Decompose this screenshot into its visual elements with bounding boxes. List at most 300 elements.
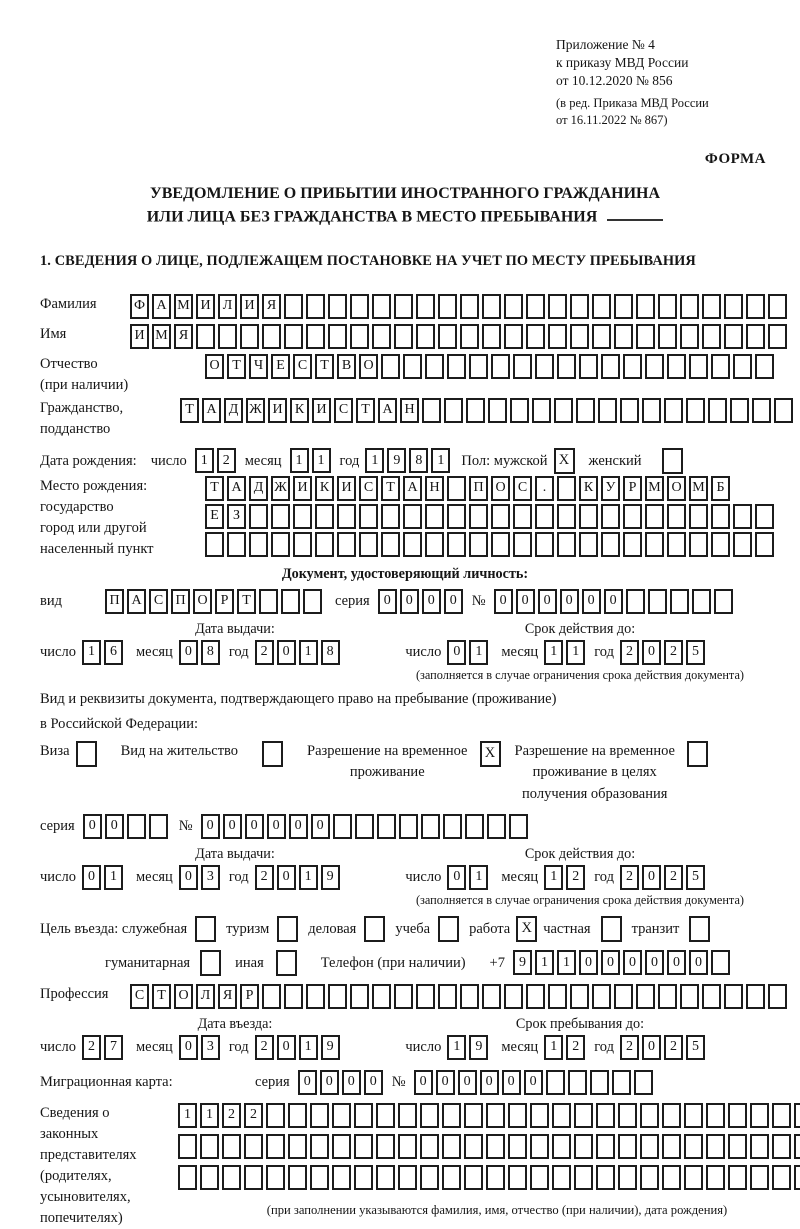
- char-cell[interactable]: [570, 984, 589, 1009]
- checkbox-male[interactable]: X: [554, 448, 575, 474]
- char-cell[interactable]: К: [290, 398, 309, 423]
- char-cell[interactable]: С: [130, 984, 149, 1009]
- char-cell[interactable]: 1: [104, 865, 123, 890]
- checkbox-purpose-official[interactable]: [195, 916, 216, 942]
- char-cell[interactable]: 0: [179, 1035, 198, 1060]
- char-cell[interactable]: Е: [271, 354, 290, 379]
- char-cell[interactable]: [728, 1134, 747, 1159]
- char-cell[interactable]: 2: [255, 640, 274, 665]
- char-cell[interactable]: [359, 532, 378, 557]
- char-cell[interactable]: [614, 984, 633, 1009]
- char-cell[interactable]: [398, 1103, 417, 1128]
- char-cell[interactable]: В: [337, 354, 356, 379]
- char-cell[interactable]: [377, 814, 396, 839]
- char-cell[interactable]: [618, 1103, 637, 1128]
- char-cell[interactable]: [403, 504, 422, 529]
- char-cell[interactable]: [196, 324, 215, 349]
- char-cell[interactable]: [394, 294, 413, 319]
- char-cell[interactable]: [711, 950, 730, 975]
- char-cell[interactable]: [750, 1134, 769, 1159]
- char-cell[interactable]: [127, 814, 146, 839]
- char-cell[interactable]: 1: [535, 950, 554, 975]
- char-cell[interactable]: [425, 354, 444, 379]
- char-cell[interactable]: [667, 354, 686, 379]
- char-cell[interactable]: 0: [447, 865, 466, 890]
- char-cell[interactable]: Б: [711, 476, 730, 501]
- char-cell[interactable]: 0: [179, 640, 198, 665]
- char-cell[interactable]: [422, 398, 441, 423]
- char-cell[interactable]: А: [127, 589, 146, 614]
- char-cell[interactable]: О: [205, 354, 224, 379]
- char-cell[interactable]: [469, 354, 488, 379]
- char-cell[interactable]: [509, 814, 528, 839]
- char-cell[interactable]: [574, 1165, 593, 1190]
- char-cell[interactable]: [686, 398, 705, 423]
- char-cell[interactable]: [486, 1103, 505, 1128]
- char-cell[interactable]: [728, 1165, 747, 1190]
- char-cell[interactable]: [372, 294, 391, 319]
- char-cell[interactable]: 7: [104, 1035, 123, 1060]
- char-cell[interactable]: [592, 984, 611, 1009]
- char-cell[interactable]: У: [601, 476, 620, 501]
- char-cell[interactable]: [557, 532, 576, 557]
- char-cell[interactable]: [636, 984, 655, 1009]
- char-cell[interactable]: С: [334, 398, 353, 423]
- char-cell[interactable]: [460, 984, 479, 1009]
- char-cell[interactable]: 0: [298, 1070, 317, 1095]
- char-cell[interactable]: [772, 1134, 791, 1159]
- char-cell[interactable]: [702, 324, 721, 349]
- char-cell[interactable]: 0: [320, 1070, 339, 1095]
- char-cell[interactable]: [724, 984, 743, 1009]
- char-cell[interactable]: [546, 1070, 565, 1095]
- char-cell[interactable]: М: [174, 294, 193, 319]
- char-cell[interactable]: [642, 398, 661, 423]
- char-cell[interactable]: 0: [414, 1070, 433, 1095]
- char-cell[interactable]: И: [196, 294, 215, 319]
- char-cell[interactable]: 2: [255, 865, 274, 890]
- char-cell[interactable]: А: [403, 476, 422, 501]
- char-cell[interactable]: П: [171, 589, 190, 614]
- char-cell[interactable]: М: [689, 476, 708, 501]
- char-cell[interactable]: 2: [664, 865, 683, 890]
- char-cell[interactable]: [266, 1103, 285, 1128]
- char-cell[interactable]: [579, 532, 598, 557]
- char-cell[interactable]: [706, 1103, 725, 1128]
- char-cell[interactable]: [328, 984, 347, 1009]
- char-cell[interactable]: [354, 1103, 373, 1128]
- checkbox-temp-residence-permit-education[interactable]: [687, 741, 708, 767]
- char-cell[interactable]: [444, 398, 463, 423]
- char-cell[interactable]: [504, 324, 523, 349]
- char-cell[interactable]: 2: [222, 1103, 241, 1128]
- char-cell[interactable]: [398, 1134, 417, 1159]
- char-cell[interactable]: [774, 398, 793, 423]
- char-cell[interactable]: И: [268, 398, 287, 423]
- char-cell[interactable]: 9: [469, 1035, 488, 1060]
- char-cell[interactable]: [420, 1134, 439, 1159]
- char-cell[interactable]: [504, 984, 523, 1009]
- char-cell[interactable]: [526, 294, 545, 319]
- char-cell[interactable]: 0: [642, 1035, 661, 1060]
- char-cell[interactable]: 0: [642, 865, 661, 890]
- char-cell[interactable]: [149, 814, 168, 839]
- char-cell[interactable]: Р: [215, 589, 234, 614]
- char-cell[interactable]: [244, 1165, 263, 1190]
- char-cell[interactable]: 1: [447, 1035, 466, 1060]
- char-cell[interactable]: [768, 324, 787, 349]
- char-cell[interactable]: [557, 354, 576, 379]
- char-cell[interactable]: [592, 324, 611, 349]
- char-cell[interactable]: [421, 814, 440, 839]
- char-cell[interactable]: 2: [566, 865, 585, 890]
- char-cell[interactable]: [689, 504, 708, 529]
- char-cell[interactable]: 9: [513, 950, 532, 975]
- char-cell[interactable]: [381, 504, 400, 529]
- char-cell[interactable]: М: [645, 476, 664, 501]
- char-cell[interactable]: [394, 984, 413, 1009]
- char-cell[interactable]: [271, 504, 290, 529]
- checkbox-purpose-transit[interactable]: [689, 916, 710, 942]
- char-cell[interactable]: [240, 324, 259, 349]
- char-cell[interactable]: 0: [524, 1070, 543, 1095]
- char-cell[interactable]: 0: [179, 865, 198, 890]
- char-cell[interactable]: 0: [83, 814, 102, 839]
- char-cell[interactable]: [288, 1134, 307, 1159]
- char-cell[interactable]: [623, 532, 642, 557]
- char-cell[interactable]: [487, 814, 506, 839]
- char-cell[interactable]: [222, 1165, 241, 1190]
- char-cell[interactable]: С: [513, 476, 532, 501]
- char-cell[interactable]: [730, 398, 749, 423]
- checkbox-female[interactable]: [662, 448, 683, 474]
- char-cell[interactable]: 5: [686, 640, 705, 665]
- checkbox-purpose-tourism[interactable]: [277, 916, 298, 942]
- char-cell[interactable]: [486, 1134, 505, 1159]
- char-cell[interactable]: 9: [321, 1035, 340, 1060]
- char-cell[interactable]: [420, 1103, 439, 1128]
- char-cell[interactable]: [460, 324, 479, 349]
- char-cell[interactable]: [416, 324, 435, 349]
- char-cell[interactable]: [684, 1103, 703, 1128]
- char-cell[interactable]: 0: [642, 640, 661, 665]
- char-cell[interactable]: [746, 984, 765, 1009]
- char-cell[interactable]: [648, 589, 667, 614]
- char-cell[interactable]: [636, 294, 655, 319]
- char-cell[interactable]: [667, 532, 686, 557]
- char-cell[interactable]: Т: [227, 354, 246, 379]
- char-cell[interactable]: [464, 1165, 483, 1190]
- char-cell[interactable]: [662, 1103, 681, 1128]
- char-cell[interactable]: [447, 504, 466, 529]
- char-cell[interactable]: [724, 294, 743, 319]
- char-cell[interactable]: [350, 324, 369, 349]
- char-cell[interactable]: [530, 1103, 549, 1128]
- char-cell[interactable]: [576, 398, 595, 423]
- char-cell[interactable]: Р: [623, 476, 642, 501]
- char-cell[interactable]: [315, 504, 334, 529]
- char-cell[interactable]: 1: [299, 1035, 318, 1060]
- char-cell[interactable]: [746, 294, 765, 319]
- char-cell[interactable]: [526, 324, 545, 349]
- char-cell[interactable]: [354, 1165, 373, 1190]
- char-cell[interactable]: [708, 398, 727, 423]
- char-cell[interactable]: [354, 1134, 373, 1159]
- char-cell[interactable]: [510, 398, 529, 423]
- char-cell[interactable]: 2: [82, 1035, 101, 1060]
- char-cell[interactable]: 1: [544, 640, 563, 665]
- char-cell[interactable]: [750, 1103, 769, 1128]
- char-cell[interactable]: [266, 1165, 285, 1190]
- char-cell[interactable]: [794, 1103, 800, 1128]
- char-cell[interactable]: Р: [240, 984, 259, 1009]
- checkbox-temp-residence-permit[interactable]: X: [480, 741, 501, 767]
- char-cell[interactable]: [372, 324, 391, 349]
- char-cell[interactable]: [658, 294, 677, 319]
- char-cell[interactable]: [733, 354, 752, 379]
- char-cell[interactable]: С: [359, 476, 378, 501]
- char-cell[interactable]: [684, 1165, 703, 1190]
- char-cell[interactable]: 1: [544, 1035, 563, 1060]
- char-cell[interactable]: 0: [311, 814, 330, 839]
- char-cell[interactable]: [618, 1134, 637, 1159]
- char-cell[interactable]: [310, 1103, 329, 1128]
- char-cell[interactable]: 0: [245, 814, 264, 839]
- char-cell[interactable]: [530, 1165, 549, 1190]
- char-cell[interactable]: [466, 398, 485, 423]
- char-cell[interactable]: И: [293, 476, 312, 501]
- char-cell[interactable]: Я: [174, 324, 193, 349]
- char-cell[interactable]: [262, 984, 281, 1009]
- char-cell[interactable]: А: [378, 398, 397, 423]
- char-cell[interactable]: [508, 1103, 527, 1128]
- char-cell[interactable]: [664, 398, 683, 423]
- char-cell[interactable]: [333, 814, 352, 839]
- char-cell[interactable]: [508, 1165, 527, 1190]
- char-cell[interactable]: 0: [604, 589, 623, 614]
- char-cell[interactable]: К: [579, 476, 598, 501]
- char-cell[interactable]: 1: [312, 448, 331, 473]
- char-cell[interactable]: 2: [620, 865, 639, 890]
- char-cell[interactable]: О: [667, 476, 686, 501]
- char-cell[interactable]: [482, 294, 501, 319]
- char-cell[interactable]: 1: [178, 1103, 197, 1128]
- char-cell[interactable]: [724, 324, 743, 349]
- char-cell[interactable]: [447, 476, 466, 501]
- char-cell[interactable]: 1: [299, 640, 318, 665]
- checkbox-purpose-work[interactable]: X: [516, 916, 537, 942]
- char-cell[interactable]: [200, 1165, 219, 1190]
- checkbox-visa[interactable]: [76, 741, 97, 767]
- char-cell[interactable]: А: [202, 398, 221, 423]
- char-cell[interactable]: [403, 532, 422, 557]
- char-cell[interactable]: [486, 1165, 505, 1190]
- char-cell[interactable]: 0: [436, 1070, 455, 1095]
- char-cell[interactable]: [579, 504, 598, 529]
- char-cell[interactable]: 0: [601, 950, 620, 975]
- char-cell[interactable]: 0: [494, 589, 513, 614]
- char-cell[interactable]: 2: [217, 448, 236, 473]
- char-cell[interactable]: Н: [425, 476, 444, 501]
- char-cell[interactable]: [684, 1134, 703, 1159]
- char-cell[interactable]: 1: [566, 640, 585, 665]
- char-cell[interactable]: [645, 532, 664, 557]
- char-cell[interactable]: Д: [249, 476, 268, 501]
- char-cell[interactable]: [714, 589, 733, 614]
- char-cell[interactable]: [680, 294, 699, 319]
- char-cell[interactable]: 0: [645, 950, 664, 975]
- char-cell[interactable]: [794, 1134, 800, 1159]
- char-cell[interactable]: [508, 1134, 527, 1159]
- char-cell[interactable]: [768, 984, 787, 1009]
- char-cell[interactable]: 0: [689, 950, 708, 975]
- char-cell[interactable]: [552, 1103, 571, 1128]
- char-cell[interactable]: [794, 1165, 800, 1190]
- char-cell[interactable]: [689, 532, 708, 557]
- char-cell[interactable]: [284, 324, 303, 349]
- char-cell[interactable]: Т: [315, 354, 334, 379]
- char-cell[interactable]: М: [152, 324, 171, 349]
- char-cell[interactable]: [552, 1134, 571, 1159]
- char-cell[interactable]: 2: [244, 1103, 263, 1128]
- char-cell[interactable]: [381, 354, 400, 379]
- char-cell[interactable]: [284, 294, 303, 319]
- char-cell[interactable]: 0: [582, 589, 601, 614]
- char-cell[interactable]: [266, 1134, 285, 1159]
- char-cell[interactable]: [376, 1134, 395, 1159]
- char-cell[interactable]: [350, 984, 369, 1009]
- char-cell[interactable]: [702, 984, 721, 1009]
- char-cell[interactable]: Т: [356, 398, 375, 423]
- char-cell[interactable]: [447, 354, 466, 379]
- char-cell[interactable]: [491, 354, 510, 379]
- sheet-number-blank[interactable]: [607, 205, 663, 221]
- char-cell[interactable]: 2: [255, 1035, 274, 1060]
- char-cell[interactable]: [271, 532, 290, 557]
- char-cell[interactable]: [568, 1070, 587, 1095]
- char-cell[interactable]: 0: [579, 950, 598, 975]
- char-cell[interactable]: О: [174, 984, 193, 1009]
- char-cell[interactable]: [772, 1103, 791, 1128]
- char-cell[interactable]: [733, 504, 752, 529]
- char-cell[interactable]: 3: [201, 865, 220, 890]
- char-cell[interactable]: [262, 324, 281, 349]
- char-cell[interactable]: Ч: [249, 354, 268, 379]
- char-cell[interactable]: [746, 324, 765, 349]
- char-cell[interactable]: Я: [262, 294, 281, 319]
- char-cell[interactable]: [711, 532, 730, 557]
- char-cell[interactable]: [596, 1134, 615, 1159]
- char-cell[interactable]: [218, 324, 237, 349]
- char-cell[interactable]: [482, 984, 501, 1009]
- char-cell[interactable]: 1: [82, 640, 101, 665]
- char-cell[interactable]: [535, 532, 554, 557]
- char-cell[interactable]: [200, 1134, 219, 1159]
- char-cell[interactable]: 1: [200, 1103, 219, 1128]
- char-cell[interactable]: [332, 1165, 351, 1190]
- char-cell[interactable]: [752, 398, 771, 423]
- char-cell[interactable]: [590, 1070, 609, 1095]
- char-cell[interactable]: [259, 589, 278, 614]
- char-cell[interactable]: Т: [205, 476, 224, 501]
- char-cell[interactable]: Я: [218, 984, 237, 1009]
- char-cell[interactable]: [337, 504, 356, 529]
- char-cell[interactable]: [601, 504, 620, 529]
- char-cell[interactable]: 1: [469, 865, 488, 890]
- char-cell[interactable]: [658, 324, 677, 349]
- char-cell[interactable]: [222, 1134, 241, 1159]
- char-cell[interactable]: [768, 294, 787, 319]
- char-cell[interactable]: И: [130, 324, 149, 349]
- char-cell[interactable]: 0: [458, 1070, 477, 1095]
- char-cell[interactable]: 5: [686, 865, 705, 890]
- char-cell[interactable]: [750, 1165, 769, 1190]
- char-cell[interactable]: [315, 532, 334, 557]
- char-cell[interactable]: .: [535, 476, 554, 501]
- char-cell[interactable]: [249, 504, 268, 529]
- char-cell[interactable]: П: [105, 589, 124, 614]
- char-cell[interactable]: [281, 589, 300, 614]
- char-cell[interactable]: [447, 532, 466, 557]
- char-cell[interactable]: [442, 1103, 461, 1128]
- char-cell[interactable]: И: [337, 476, 356, 501]
- char-cell[interactable]: Ф: [130, 294, 149, 319]
- char-cell[interactable]: 0: [400, 589, 419, 614]
- char-cell[interactable]: О: [193, 589, 212, 614]
- char-cell[interactable]: [513, 354, 532, 379]
- char-cell[interactable]: 1: [195, 448, 214, 473]
- char-cell[interactable]: [579, 354, 598, 379]
- char-cell[interactable]: [227, 532, 246, 557]
- char-cell[interactable]: [711, 504, 730, 529]
- char-cell[interactable]: [488, 398, 507, 423]
- char-cell[interactable]: [526, 984, 545, 1009]
- char-cell[interactable]: 1: [299, 865, 318, 890]
- char-cell[interactable]: [574, 1103, 593, 1128]
- char-cell[interactable]: [205, 532, 224, 557]
- char-cell[interactable]: 0: [480, 1070, 499, 1095]
- char-cell[interactable]: 5: [686, 1035, 705, 1060]
- char-cell[interactable]: [640, 1134, 659, 1159]
- char-cell[interactable]: Л: [196, 984, 215, 1009]
- char-cell[interactable]: С: [293, 354, 312, 379]
- char-cell[interactable]: 0: [82, 865, 101, 890]
- char-cell[interactable]: [310, 1134, 329, 1159]
- char-cell[interactable]: [394, 324, 413, 349]
- char-cell[interactable]: 0: [516, 589, 535, 614]
- char-cell[interactable]: [178, 1165, 197, 1190]
- char-cell[interactable]: Т: [180, 398, 199, 423]
- char-cell[interactable]: [620, 398, 639, 423]
- char-cell[interactable]: 1: [431, 448, 450, 473]
- char-cell[interactable]: 8: [201, 640, 220, 665]
- char-cell[interactable]: [465, 814, 484, 839]
- char-cell[interactable]: 0: [378, 589, 397, 614]
- char-cell[interactable]: [733, 532, 752, 557]
- char-cell[interactable]: [293, 532, 312, 557]
- char-cell[interactable]: [623, 354, 642, 379]
- char-cell[interactable]: 0: [277, 1035, 296, 1060]
- char-cell[interactable]: [178, 1134, 197, 1159]
- char-cell[interactable]: Е: [205, 504, 224, 529]
- char-cell[interactable]: 0: [342, 1070, 361, 1095]
- char-cell[interactable]: [598, 398, 617, 423]
- char-cell[interactable]: [645, 354, 664, 379]
- char-cell[interactable]: 0: [277, 640, 296, 665]
- char-cell[interactable]: [596, 1103, 615, 1128]
- char-cell[interactable]: [728, 1103, 747, 1128]
- char-cell[interactable]: А: [152, 294, 171, 319]
